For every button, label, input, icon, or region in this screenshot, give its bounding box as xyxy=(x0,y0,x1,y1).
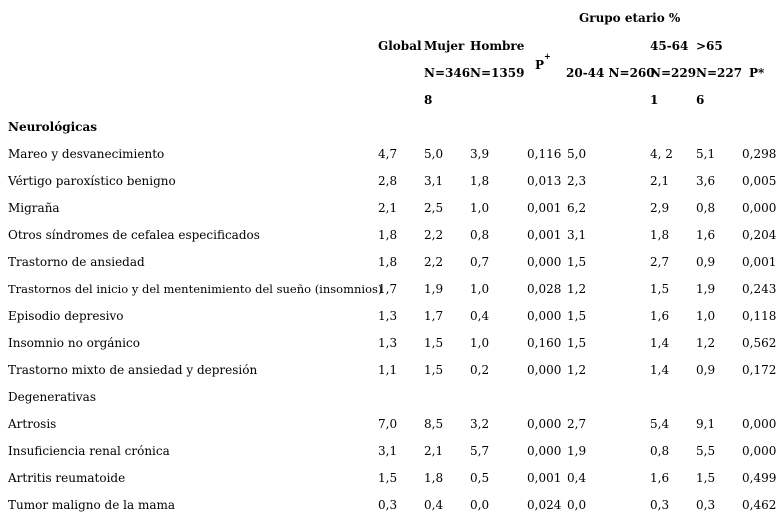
cell-p-age: 0,118 xyxy=(742,309,777,323)
cell-age-45-64: 1,6 xyxy=(650,309,670,323)
cell-age-20-44: 1,2 xyxy=(567,282,587,296)
row-label: Vértigo paroxístico benigno xyxy=(8,174,176,188)
cell-hombre: 0,4 xyxy=(470,309,490,323)
cell-p-sex: 0,000 xyxy=(527,444,562,458)
cell-global: 4,7 xyxy=(378,147,398,161)
cell-global: 0,3 xyxy=(378,498,398,512)
cell-hombre: 0,0 xyxy=(470,498,490,512)
col-hombre-n: N=1359 xyxy=(470,66,525,80)
cell-age-20-44: 2,7 xyxy=(567,417,587,431)
col-age-65: >65 xyxy=(696,39,723,53)
col-age-45-64: 45-64 xyxy=(650,39,689,53)
cell-p-age: 0,000 xyxy=(742,417,777,431)
cell-global: 1,3 xyxy=(378,336,398,350)
cell-age-65: 0,3 xyxy=(696,498,716,512)
row-label: Insomnio no orgánico xyxy=(8,336,140,350)
cell-p-age: 0,000 xyxy=(742,201,777,215)
cell-age-45-64: 2,9 xyxy=(650,201,670,215)
cell-age-65: 1,0 xyxy=(696,309,716,323)
cell-age-20-44: 1,9 xyxy=(567,444,587,458)
cell-p-age: 0,562 xyxy=(742,336,777,350)
col-hombre-header: Hombre xyxy=(470,39,525,53)
row-label: Tumor maligno de la mama xyxy=(8,498,176,512)
cell-age-45-64: 1,4 xyxy=(650,363,670,377)
col-p-age-header: P* xyxy=(749,66,765,80)
cell-age-65: 0,9 xyxy=(696,255,716,269)
section-degenerativas: Degenerativas xyxy=(8,390,96,404)
cell-global: 1,5 xyxy=(378,471,398,485)
row-label: Trastorno mixto de ansiedad y depresión xyxy=(8,363,258,377)
cell-p-sex: 0,000 xyxy=(527,417,562,431)
cell-age-45-64: 5,4 xyxy=(650,417,670,431)
cell-mujer: 3,1 xyxy=(424,174,444,188)
cell-age-45-64: 1,6 xyxy=(650,471,670,485)
row-label: Artrosis xyxy=(8,417,57,431)
cell-age-45-64: 0,3 xyxy=(650,498,670,512)
cell-p-sex: 0,024 xyxy=(527,498,562,512)
row-label: Episodio depresivo xyxy=(8,309,124,323)
cell-p-sex: 0,001 xyxy=(527,228,562,242)
cell-p-age: 0,243 xyxy=(742,282,777,296)
row-label: Otros síndromes de cefalea especificados xyxy=(8,228,260,242)
cell-global: 7,0 xyxy=(378,417,398,431)
cell-mujer: 1,8 xyxy=(424,471,444,485)
cell-hombre: 3,2 xyxy=(470,417,490,431)
row-label: Mareo y desvanecimiento xyxy=(8,147,165,161)
cell-age-20-44: 1,2 xyxy=(567,363,587,377)
cell-hombre: 0,7 xyxy=(470,255,490,269)
cell-mujer: 1,7 xyxy=(424,309,444,323)
cell-global: 1,7 xyxy=(378,282,398,296)
cell-global: 1,8 xyxy=(378,228,398,242)
cell-age-45-64: 2,1 xyxy=(650,174,670,188)
cell-mujer: 2,1 xyxy=(424,444,444,458)
cell-age-65: 3,6 xyxy=(696,174,716,188)
cell-p-sex: 0,000 xyxy=(527,255,562,269)
col-age-65-n-wrap: 6 xyxy=(696,93,705,107)
cell-age-20-44: 0,0 xyxy=(567,498,587,512)
cell-hombre: 0,2 xyxy=(470,363,490,377)
cell-mujer: 5,0 xyxy=(424,147,444,161)
cell-mujer: 0,4 xyxy=(424,498,444,512)
cell-age-20-44: 1,5 xyxy=(567,255,587,269)
col-p-sex-header xyxy=(535,51,551,72)
row-label: Migraña xyxy=(8,201,60,215)
cell-p-age: 0,298 xyxy=(742,147,777,161)
cell-age-20-44: 2,3 xyxy=(567,174,587,188)
col-age-45-64-n: N=229 xyxy=(650,66,697,80)
row-label: Trastornos del inicio y del mentenimiento del sueño (insomnios) xyxy=(8,282,383,296)
cell-mujer: 1,5 xyxy=(424,363,444,377)
cell-age-65: 0,9 xyxy=(696,363,716,377)
col-age-20-44: 20-44 N=260 xyxy=(566,66,655,80)
cell-mujer: 2,2 xyxy=(424,255,444,269)
cell-p-age: 0,204 xyxy=(742,228,777,242)
cell-hombre: 0,8 xyxy=(470,228,490,242)
cell-age-65: 1,6 xyxy=(696,228,716,242)
cell-p-age: 0,462 xyxy=(742,498,777,512)
group-age-title: Grupo etario % xyxy=(579,11,681,25)
cell-mujer: 8,5 xyxy=(424,417,444,431)
cell-mujer: 1,5 xyxy=(424,336,444,350)
row-label: Trastorno de ansiedad xyxy=(8,255,145,269)
cell-hombre: 1,0 xyxy=(470,201,490,215)
cell-age-65: 5,1 xyxy=(696,147,716,161)
cell-age-20-44: 6,2 xyxy=(567,201,587,215)
cell-global: 1,8 xyxy=(378,255,398,269)
cell-age-45-64: 0,8 xyxy=(650,444,670,458)
cell-p-sex: 0,116 xyxy=(527,147,562,161)
cell-global: 2,8 xyxy=(378,174,398,188)
cell-p-age: 0,499 xyxy=(742,471,777,485)
cell-hombre: 1,0 xyxy=(470,282,490,296)
cell-age-45-64: 2,7 xyxy=(650,255,670,269)
cell-age-20-44: 0,4 xyxy=(567,471,587,485)
col-age-45-64-n-wrap: 1 xyxy=(650,93,659,107)
cell-p-sex: 0,160 xyxy=(527,336,562,350)
cell-age-20-44: 5,0 xyxy=(567,147,587,161)
cell-age-45-64: 1,5 xyxy=(650,282,670,296)
cell-mujer: 2,2 xyxy=(424,228,444,242)
cell-hombre: 1,0 xyxy=(470,336,490,350)
cell-age-20-44: 1,5 xyxy=(567,336,587,350)
cell-p-age: 0,005 xyxy=(742,174,777,188)
cell-p-sex: 0,000 xyxy=(527,363,562,377)
cell-p-sex: 0,013 xyxy=(527,174,562,188)
cell-p-sex: 0,028 xyxy=(527,282,562,296)
p-sex-sup: + xyxy=(544,51,551,61)
col-age-65-n: N=227 xyxy=(696,66,743,80)
p-sex-base: P xyxy=(535,58,545,72)
cell-age-65: 1,5 xyxy=(696,471,716,485)
section-neurologicas: Neurológicas xyxy=(8,120,98,134)
cell-p-age: 0,000 xyxy=(742,444,777,458)
cell-age-45-64: 1,4 xyxy=(650,336,670,350)
cell-p-age: 0,001 xyxy=(742,255,777,269)
row-label: Insuficiencia renal crónica xyxy=(8,444,170,458)
cell-global: 2,1 xyxy=(378,201,398,215)
cell-age-45-64: 1,8 xyxy=(650,228,670,242)
cell-age-65: 9,1 xyxy=(696,417,716,431)
cell-hombre: 1,8 xyxy=(470,174,490,188)
cell-global: 1,3 xyxy=(378,309,398,323)
cell-age-65: 0,8 xyxy=(696,201,716,215)
cell-mujer: 1,9 xyxy=(424,282,444,296)
cell-hombre: 3,9 xyxy=(470,147,490,161)
col-mujer-header: Mujer xyxy=(424,39,465,53)
col-global-header: Global xyxy=(378,39,422,53)
cell-age-65: 5,5 xyxy=(696,444,716,458)
cell-global: 1,1 xyxy=(378,363,398,377)
cell-mujer: 2,5 xyxy=(424,201,444,215)
cell-global: 3,1 xyxy=(378,444,398,458)
cell-hombre: 5,7 xyxy=(470,444,490,458)
cell-age-65: 1,2 xyxy=(696,336,716,350)
cell-p-sex: 0,001 xyxy=(527,471,562,485)
cell-age-65: 1,9 xyxy=(696,282,716,296)
col-mujer-n: N=346 xyxy=(424,66,471,80)
row-label: Artritis reumatoide xyxy=(8,471,126,485)
cell-p-sex: 0,000 xyxy=(527,309,562,323)
col-mujer-n-wrap: 8 xyxy=(424,93,433,107)
cell-hombre: 0,5 xyxy=(470,471,490,485)
cell-age-20-44: 3,1 xyxy=(567,228,587,242)
cell-p-age: 0,172 xyxy=(742,363,777,377)
cell-p-sex: 0,001 xyxy=(527,201,562,215)
cell-age-20-44: 1,5 xyxy=(567,309,587,323)
cell-age-45-64: 4, 2 xyxy=(650,147,673,161)
